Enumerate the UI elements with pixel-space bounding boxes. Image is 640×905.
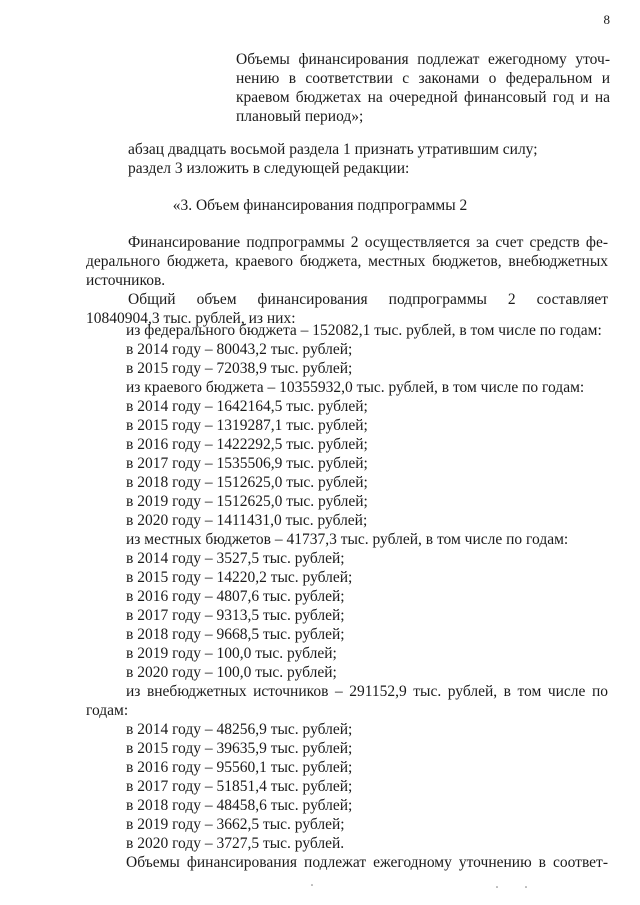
year-item: в 2014 году – 80043,2 тыс. рублей; [126, 341, 353, 358]
source-header-regional: из краевого бюджета – 10355932,0 тыс. рублей, в том числе по годам: [126, 379, 585, 396]
year-item: в 2015 году – 14220,2 тыс. рублей; [126, 569, 353, 586]
year-item: в 2014 году – 48256,9 тыс. рублей; [126, 721, 353, 738]
year-item: в 2019 году – 1512625,0 тыс. рублей; [126, 493, 368, 510]
source-header-offbudget-cont: годам: [86, 702, 129, 719]
source-header-federal: из федерального бюджета – 152082,1 тыс. рублей, в том числе по годам: [126, 322, 602, 339]
amendment-line: абзац двадцать восьмой раздела 1 признать утратившим силу; [128, 141, 538, 158]
year-item: в 2016 году – 95560,1 тыс. рублей; [126, 759, 353, 776]
year-item: в 2019 году – 100,0 тыс. рублей; [126, 645, 337, 662]
scan-specks [0, 875, 640, 905]
page-number: 8 [603, 12, 610, 27]
funding-paragraph-line: дерального бюджета, краевого бюджета, местных бюджетов, внебюджетных [86, 253, 608, 270]
year-item: в 2015 году – 72038,9 тыс. рублей; [126, 360, 353, 377]
funding-paragraph-line: Финансирование подпрограммы 2 осуществляется за счет средств фе- [128, 234, 608, 251]
amendment-line: раздел 3 изложить в следующей редакции: [128, 160, 410, 177]
year-item: в 2018 году – 9668,5 тыс. рублей; [126, 626, 345, 643]
year-item: в 2016 году – 4807,6 тыс. рублей; [126, 588, 345, 605]
year-item: в 2016 году – 1422292,5 тыс. рублей; [126, 436, 368, 453]
year-item: в 2017 году – 1535506,9 тыс. рублей; [126, 455, 368, 472]
funding-list [86, 322, 608, 872]
closing-line: Объемы финансирования подлежат ежегодному уточнению в соответ- [126, 854, 608, 871]
source-header-offbudget: из внебюджетных источников – 291152,9 тыс. рублей, в том числе по [126, 683, 608, 700]
year-item: в 2015 году – 1319287,1 тыс. рублей; [126, 417, 368, 434]
quote-block [236, 50, 610, 126]
source-header-local: из местных бюджетов – 41737,3 тыс. рублей, в том числе по годам: [126, 531, 569, 548]
year-item: в 2017 году – 51851,4 тыс. рублей; [126, 778, 353, 795]
quote-line: Объемы финансирования подлежат ежегодному уточ- [236, 51, 610, 68]
total-funding-amount: 10840904,3 тыс. рублей, из них: [86, 310, 296, 327]
year-item: в 2018 году – 1512625,0 тыс. рублей; [126, 474, 368, 491]
funding-paragraph-line: источников. [86, 272, 166, 289]
year-item: в 2020 году – 100,0 тыс. рублей; [126, 664, 337, 681]
year-item: в 2019 году – 3662,5 тыс. рублей; [126, 816, 345, 833]
quote-line: краевом бюджетах на очередной финансовый год и на [236, 89, 610, 106]
quote-line: нению в соответствии с законами о федеральном и [236, 70, 610, 87]
total-funding-line: Общий объем финансирования подпрограммы 2 составляет [128, 291, 608, 308]
year-item: в 2018 году – 48458,6 тыс. рублей; [126, 797, 353, 814]
year-item: в 2020 году – 1411431,0 тыс. рублей; [126, 512, 368, 529]
quote-line: плановый период»; [236, 108, 364, 125]
year-item: в 2015 году – 39635,9 тыс. рублей; [126, 740, 353, 757]
year-item: в 2020 году – 3727,5 тыс. рублей. [126, 835, 345, 852]
year-item: в 2017 году – 9313,5 тыс. рублей; [126, 607, 345, 624]
year-item: в 2014 году – 1642164,5 тыс. рублей; [126, 398, 368, 415]
year-item: в 2014 году – 3527,5 тыс. рублей; [126, 550, 345, 567]
section-heading: «3. Объем финансирования подпрограммы 2 [172, 197, 468, 214]
